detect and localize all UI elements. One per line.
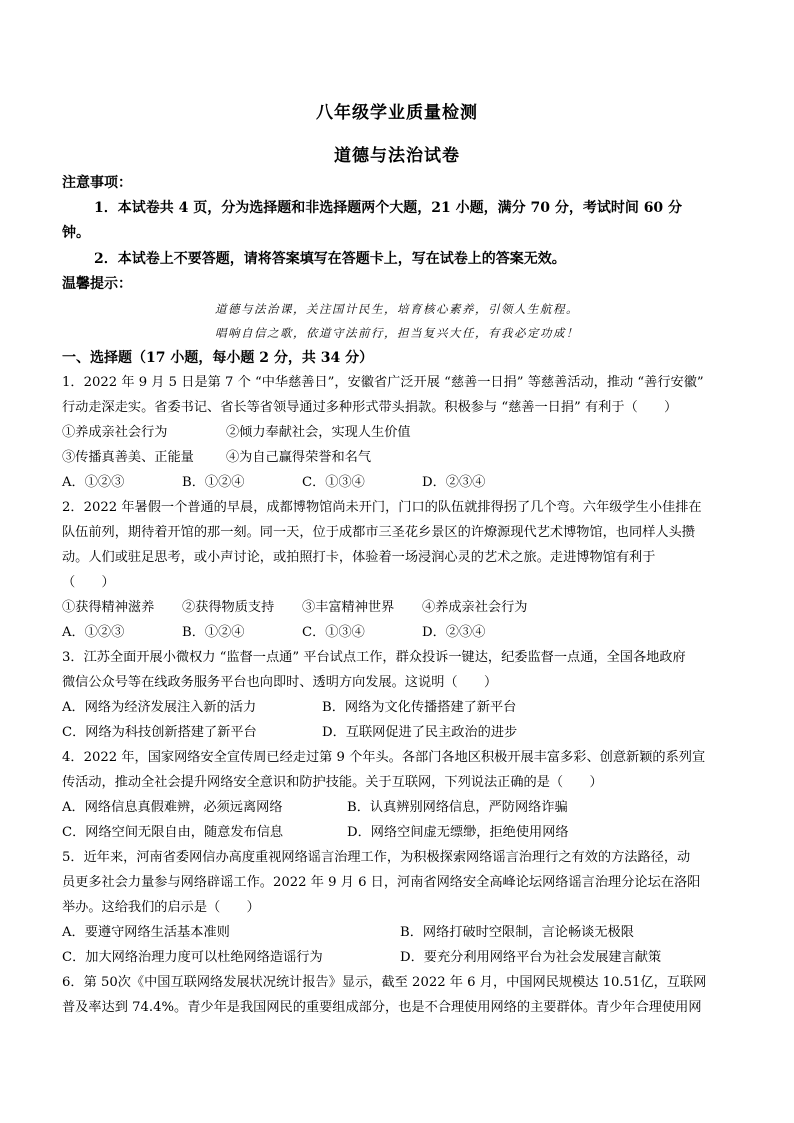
q1-stem-line-1: 1．2022 年 9 月 5 日是第 7 个 “中华慈善日”，安徽省广泛开展 “慈善一日捐” 等慈善活动，推动 “善行安徽” (62, 375, 704, 390)
q2-stem-line-2: 队伍前列，期待着开馆的那一刻。同一天，位于成都市三圣花乡景区的许燎源现代艺术博物馆，也同样人头攒 (62, 525, 695, 540)
exam-subtitle: 道德与法治试卷 (334, 146, 460, 166)
q3-option-c: C．网络为科技创新搭建了新平台 (62, 725, 257, 740)
q2-option-d: D．②③④ (422, 625, 486, 640)
section-heading: 一、选择题（17 小题，每小题 2 分，共 34 分） (62, 350, 374, 366)
q5-option-b: B．网络打破时空限制，言论畅谈无极限 (400, 925, 634, 940)
q4-stem-line-2: 传活动，推动全社会提升网络安全意识和防护技能。关于互联网，下列说法正确的是（ ） (62, 775, 603, 790)
q2-option-b: B．①②④ (182, 625, 245, 640)
q2-item-1: ①获得精神滋养 (62, 600, 155, 615)
q2-stem-line-3: 动。人们或驻足思考，或小声讨论，或拍照打卡，体验着一场浸润心灵的艺术之旅。走进博物馆有利于 (62, 550, 656, 565)
q6-stem-line-1: 6．第 50次《中国互联网络发展状况统计报告》显示，截至 2022 年 6 月，中国网民规模达 10.51亿，互联网 (62, 975, 707, 990)
q1-stem-line-2: 行动走深走实。省委书记、省长等省领导通过多种形式带头捐款。积极参与 “慈善一日捐” 有利于（ ） (62, 400, 678, 415)
q1-item-2: ②倾力奉献社会，实现人生价值 (226, 425, 411, 440)
q4-option-b: B．认真辨别网络信息，严防网络诈骗 (347, 800, 568, 815)
q1-item-1: ①养成亲社会行为 (62, 425, 168, 440)
exam-title: 八年级学业质量检测 (316, 103, 478, 123)
q2-option-c: C．①③④ (302, 625, 365, 640)
q2-stem-line-1: 2．2022 年暑假一个普通的早晨，成都博物馆尚未开门，门口的队伍就排得拐了几个弯。六年级学生小佳排在 (62, 500, 702, 515)
q2-stem-line-4: （ ） (62, 575, 115, 590)
q1-option-b: B．①②④ (182, 475, 245, 490)
q2-item-2: ②获得物质支持 (182, 600, 275, 615)
q6-stem-line-2: 普及率达到 74.4%。青少年是我国网民的重要组成部分，也是不合理使用网络的主要群体。青少年合理使用网 (62, 1000, 702, 1015)
q5-stem-line-3: 举办。这给我们的启示是（ ） (62, 900, 260, 915)
q4-option-d: D．网络空间虚无缥缈，拒绝使用网络 (347, 825, 569, 840)
q4-option-a: A．网络信息真假难辨，必须远离网络 (62, 800, 283, 815)
q3-option-b: B．网络为文化传播搭建了新平台 (322, 700, 517, 715)
q5-stem-line-2: 员更多社会力量参与网络辟谣工作。2022 年 9 月 6 日，河南省网络安全高峰论坛网络谣言治理分论坛在洛阳 (62, 875, 701, 890)
q3-option-d: D．互联网促进了民主政治的进步 (322, 725, 518, 740)
tips-heading: 温馨提示： (62, 276, 132, 292)
notes-heading: 注意事项： (62, 175, 132, 191)
q4-option-c: C．网络空间无限自由，随意发布信息 (62, 825, 284, 840)
q5-option-c: C．加大网络治理力度可以杜绝网络造谣行为 (62, 950, 323, 965)
notes-item-1-cont: 钟。 (62, 225, 90, 241)
q3-option-a: A．网络为经济发展注入新的活力 (62, 700, 257, 715)
q5-option-a: A．要遵守网络生活基本准则 (62, 925, 230, 940)
q3-stem-line-1: 3．江苏全面开展小微权力 “监督一点通” 平台试点工作，群众投诉一键达，纪委监督一点通，全国各地政府 (62, 650, 686, 665)
notes-item-1: 1．本试卷共 4 页，分为选择题和非选择题两个大题，21 小题，满分 70 分，考试时间 60 分 (94, 200, 683, 216)
q2-item-4: ④养成亲社会行为 (422, 600, 528, 615)
q2-item-3: ③丰富精神世界 (302, 600, 395, 615)
tips-line-1: 道德与法治课，关注国计民生，培育核心素养，引领人生航程。 (215, 302, 579, 316)
q1-option-d: D．②③④ (422, 475, 486, 490)
q1-item-3: ③传播真善美、正能量 (62, 450, 194, 465)
q5-option-d: D．要充分利用网络平台为社会发展建言献策 (400, 950, 662, 965)
tips-line-2: 唱响自信之歌，依道守法前行，担当复兴大任，有我必定功成！ (215, 326, 579, 340)
q2-option-a: A．①②③ (62, 625, 125, 640)
q1-option-a: A．①②③ (62, 475, 125, 490)
q1-item-4: ④为自己赢得荣誉和名气 (226, 450, 372, 465)
q3-stem-line-2: 微信公众号等在线政务服务平台也向即时、透明方向发展。这说明（ ） (62, 675, 498, 690)
notes-item-2: 2．本试卷上不要答题，请将答案填写在答题卡上，写在试卷上的答案无效。 (94, 251, 566, 267)
q1-option-c: C．①③④ (302, 475, 365, 490)
q5-stem-line-1: 5．近年来，河南省委网信办高度重视网络谣言治理工作，为积极探索网络谣言治理行之有效的方法路径，动 (62, 850, 691, 865)
q4-stem-line-1: 4．2022 年，国家网络安全宣传周已经走过第 9 个年头。各部门各地区积极开展丰富多彩、创意新颖的系列宣 (62, 750, 706, 765)
